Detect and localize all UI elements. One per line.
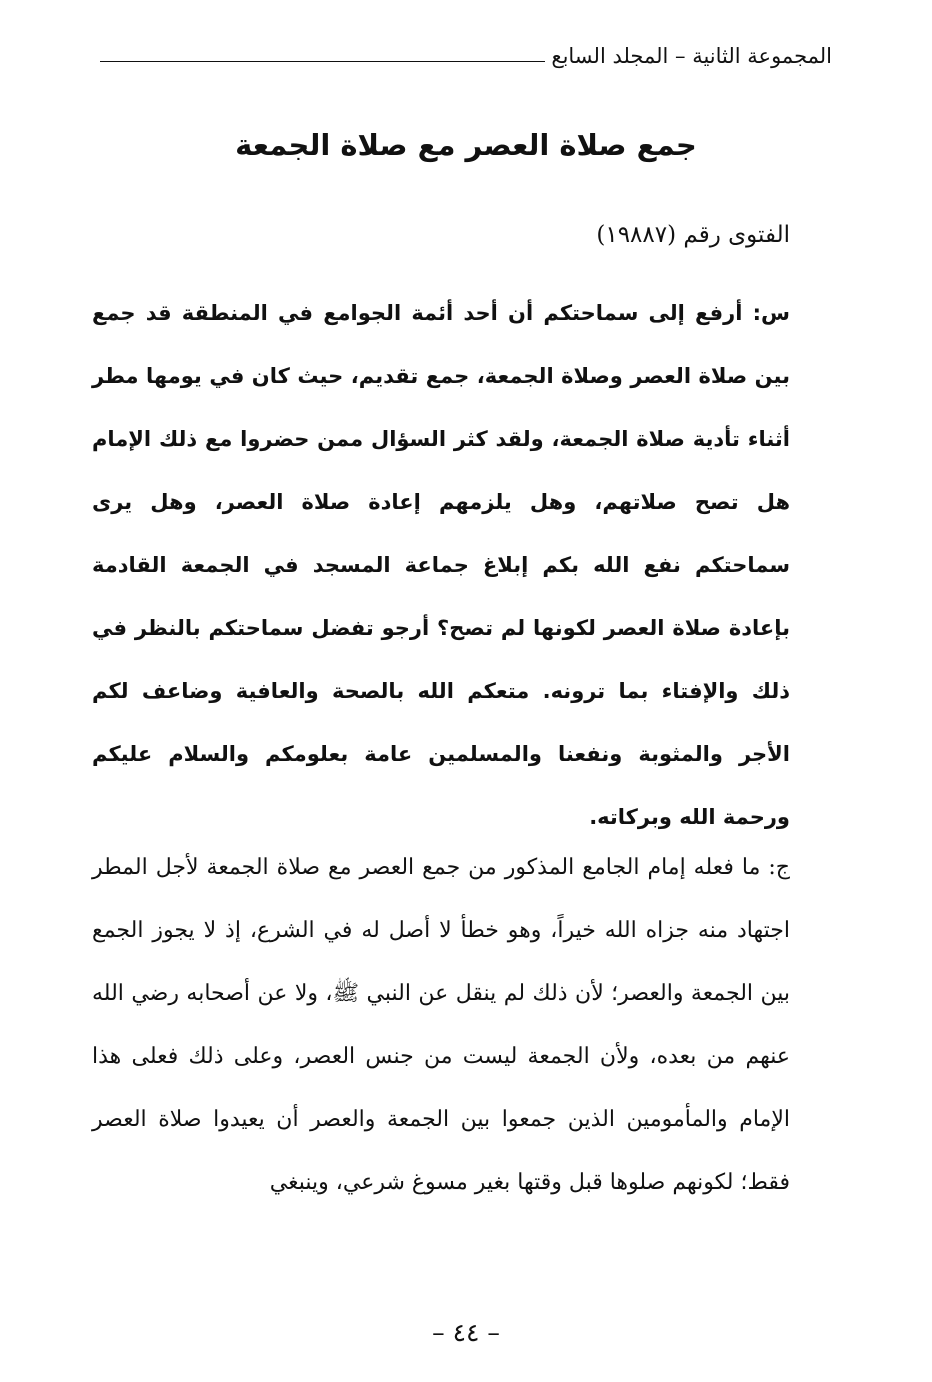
header-rule <box>100 61 545 62</box>
running-header-title: المجموعة الثانية – المجلد السابع <box>551 44 832 68</box>
answer-paragraph: ج: ما فعله إمام الجامع المذكور من جمع العصر مع صلاة الجمعة لأجل المطر اجتهاد منه جزاه الله خيراً، وهو خطأ لا أصل له في الشرع، إذ لا يجوز الجمع بين الجمعة والعصر؛ لأن ذلك لم ينقل عن النبي ﷺ، ولا عن أصحابه رضي الله عنهم من بعده، ولأن الجمعة ليست من جنس العصر، وعلى ذلك فعلى هذا الإمام والمأمومين الذين جمعوا بين الجمعة والعصر أن يعيدوا صلاة العصر فقط؛ لكونهم صلوها قبل وقتها بغير مسوغ شرعي، وينبغي <box>92 855 790 1195</box>
fatwa-number: الفتوى رقم (١٩٨٨٧) <box>596 222 790 248</box>
page-title: جمع صلاة العصر مع صلاة الجمعة <box>235 128 697 162</box>
page-number: – ٤٤ – <box>432 1318 500 1347</box>
question-paragraph: س: أرفع إلى سماحتكم أن أحد أئمة الجوامع في المنطقة قد جمع بين صلاة العصر وصلاة الجمعة، جمع تقديم، حيث كان في يومها مطر أثناء تأدية صلاة الجمعة، ولقد كثر السؤال ممن حضروا مع ذلك الإمام هل تصح صلاتهم، وهل يلزمهم إعادة صلاة العصر، وهل يرى سماحتكم نفع الله بكم إبلاغ جماعة المسجد في الجمعة القادمة بإعادة صلاة العصر لكونها لم تصح؟ أرجو تفضل سماحتكم بالنظر في ذلك والإفتاء بما ترونه. متعكم الله بالصحة والعافية وضاعف لكم الأجر والمثوبة ونفعنا والمسلمين عامة بعلومكم والسلام عليكم ورحمة الله وبركاته. <box>92 301 790 829</box>
running-header <box>100 34 832 68</box>
